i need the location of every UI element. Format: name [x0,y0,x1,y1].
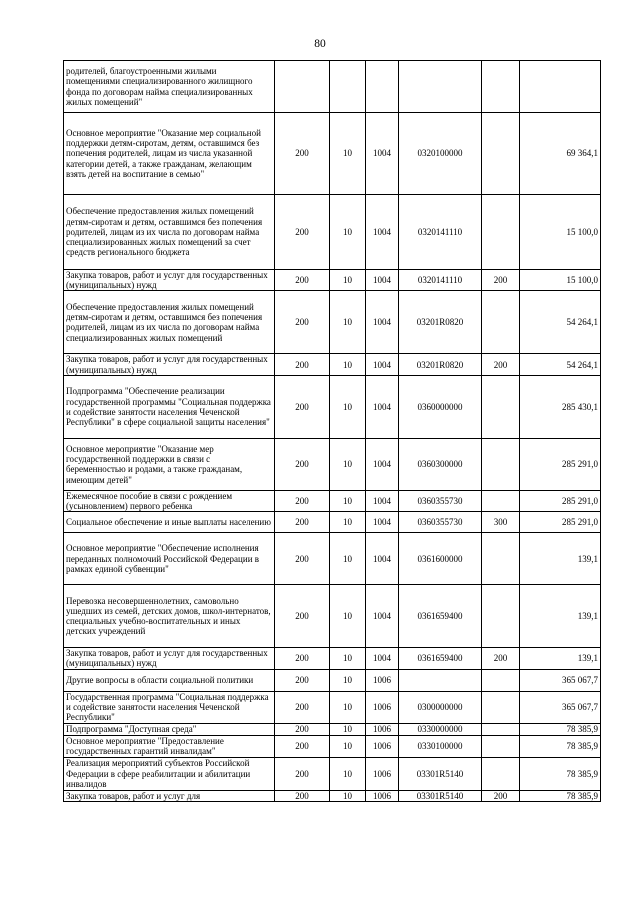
subsection-code: 1004 [366,113,399,195]
table-row [64,375,601,438]
target-article-code: 0320100000 [399,113,482,195]
amount: 285 291,0 [520,512,601,533]
subsection-code: 1004 [366,270,399,291]
expense-type-code [482,490,520,511]
department-code: 200 [275,757,330,790]
expense-type-code: 200 [482,648,520,669]
department-code: 200 [275,195,330,270]
target-article-code: 0361659400 [399,585,482,648]
expense-type-code [482,61,520,113]
section-code: 10 [330,723,366,735]
target-article-code: 0360000000 [399,375,482,438]
section-code: 10 [330,648,366,669]
amount: 78 385,9 [520,757,601,790]
table-row [64,757,601,790]
section-code: 10 [330,195,366,270]
subsection-code: 1004 [366,354,399,375]
amount: 365 067,7 [520,669,601,691]
section-code: 10 [330,354,366,375]
budget-table [63,60,601,802]
table-row [64,790,601,801]
amount: 78 385,9 [520,790,601,801]
amount [520,61,601,113]
target-article-code: 03201R0820 [399,291,482,354]
line-item-name: Социальное обеспечение и иные выплаты населению [64,512,275,533]
target-article-code: 0300000000 [399,691,482,723]
department-code: 200 [275,533,330,585]
section-code: 10 [330,490,366,511]
subsection-code: 1006 [366,757,399,790]
target-article-code: 0361659400 [399,648,482,669]
budget-table-body [64,61,601,802]
expense-type-code [482,723,520,735]
line-item-name: Закупка товаров, работ и услуг для государственных (муниципальных) нужд [64,270,275,291]
section-code [330,61,366,113]
department-code: 200 [275,691,330,723]
department-code: 200 [275,790,330,801]
expense-type-code: 200 [482,270,520,291]
target-article-code: 0361600000 [399,533,482,585]
section-code: 10 [330,691,366,723]
table-row [64,354,601,375]
subsection-code: 1004 [366,648,399,669]
department-code: 200 [275,113,330,195]
target-article-code: 0320141110 [399,270,482,291]
expense-type-code: 300 [482,512,520,533]
subsection-code: 1004 [366,438,399,490]
section-code: 10 [330,113,366,195]
subsection-code: 1006 [366,735,399,757]
table-row [64,533,601,585]
department-code: 200 [275,512,330,533]
target-article-code [399,61,482,113]
line-item-name: родителей, благоустроенными жилыми помещениями специализированного жилищного фонда по договорам найма специализированных жилых помещений" [64,61,275,113]
table-row [64,113,601,195]
amount: 78 385,9 [520,723,601,735]
subsection-code [366,61,399,113]
section-code: 10 [330,585,366,648]
target-article-code: 03201R0820 [399,354,482,375]
amount: 54 264,1 [520,291,601,354]
subsection-code: 1004 [366,512,399,533]
line-item-name: Основное мероприятие "Оказание мер государственной поддержки в связи с беременностью и родами, а также гражданам, имеющим детей" [64,438,275,490]
target-article-code: 0330000000 [399,723,482,735]
department-code: 200 [275,585,330,648]
line-item-name: Обеспечение предоставления жилых помещений детям-сиротам и детям, оставшимся без попечения родителей, лицам из их числа по договорам найма специализированных жилых помещений за счет средств регионального бюджета [64,195,275,270]
expense-type-code [482,533,520,585]
line-item-name: Основное мероприятие "Предоставление государственных гарантий инвалидам" [64,735,275,757]
department-code: 200 [275,291,330,354]
amount: 365 067,7 [520,691,601,723]
table-row [64,270,601,291]
expense-type-code [482,291,520,354]
subsection-code: 1004 [366,375,399,438]
department-code: 200 [275,723,330,735]
line-item-name: Государственная программа "Социальная поддержка и содействие занятости населения Чеченской Республики" [64,691,275,723]
line-item-name: Перевозка несовершеннолетних, самовольно ушедших из семей, детских домов, школ-интернатов, специальных учебно-воспитательных и иных детских учреждений [64,585,275,648]
line-item-name: Реализация мероприятий субъектов Российской Федерации в сфере реабилитации и абилитации инвалидов [64,757,275,790]
table-row [64,490,601,511]
department-code: 200 [275,490,330,511]
amount: 15 100,0 [520,195,601,270]
subsection-code: 1006 [366,723,399,735]
amount: 15 100,0 [520,270,601,291]
section-code: 10 [330,533,366,585]
amount: 69 364,1 [520,113,601,195]
section-code: 10 [330,669,366,691]
department-code: 200 [275,648,330,669]
line-item-name: Подпрограмма "Доступная среда" [64,723,275,735]
expense-type-code [482,113,520,195]
table-row [64,195,601,270]
target-article-code: 0360355730 [399,490,482,511]
amount: 139,1 [520,533,601,585]
line-item-name: Ежемесячное пособие в связи с рождением (усыновлением) первого ребенка [64,490,275,511]
target-article-code: 03301R5140 [399,790,482,801]
section-code: 10 [330,757,366,790]
line-item-name: Подпрограмма "Обеспечение реализации государственной программы "Социальная поддержка и содействие занятости населения Чеченской Республики" в сфере социальной защиты населения" [64,375,275,438]
subsection-code: 1006 [366,669,399,691]
section-code: 10 [330,438,366,490]
expense-type-code: 200 [482,790,520,801]
department-code: 200 [275,270,330,291]
expense-type-code [482,585,520,648]
line-item-name: Закупка товаров, работ и услуг для государственных (муниципальных) нужд [64,354,275,375]
subsection-code: 1004 [366,291,399,354]
table-row [64,291,601,354]
department-code: 200 [275,669,330,691]
section-code: 10 [330,790,366,801]
amount: 54 264,1 [520,354,601,375]
table-row [64,648,601,669]
expense-type-code [482,669,520,691]
subsection-code: 1004 [366,490,399,511]
subsection-code: 1004 [366,585,399,648]
department-code: 200 [275,438,330,490]
expense-type-code [482,735,520,757]
amount: 139,1 [520,585,601,648]
table-row [64,669,601,691]
expense-type-code [482,757,520,790]
department-code [275,61,330,113]
section-code: 10 [330,375,366,438]
line-item-name: Закупка товаров, работ и услуг для [64,790,275,801]
target-article-code: 0360300000 [399,438,482,490]
subsection-code: 1004 [366,533,399,585]
target-article-code: 03301R5140 [399,757,482,790]
table-row [64,585,601,648]
section-code: 10 [330,270,366,291]
target-article-code: 0360355730 [399,512,482,533]
line-item-name: Основное мероприятие "Обеспечение исполнения переданных полномочий Российской Федерации в рамках единой субвенции" [64,533,275,585]
department-code: 200 [275,375,330,438]
amount: 78 385,9 [520,735,601,757]
target-article-code: 0330100000 [399,735,482,757]
subsection-code: 1006 [366,691,399,723]
amount: 285 291,0 [520,490,601,511]
amount: 285 430,1 [520,375,601,438]
table-row [64,723,601,735]
expense-type-code: 200 [482,354,520,375]
department-code: 200 [275,735,330,757]
page-number: 80 [314,38,326,50]
expense-type-code [482,195,520,270]
expense-type-code [482,691,520,723]
section-code: 10 [330,512,366,533]
line-item-name: Основное мероприятие "Оказание мер социальной поддержки детям-сиротам, детям, оставшимся без попечения родителей, лицам из числа указанной категории детей, а также гражданам, желающим взять детей на воспитание в семью" [64,113,275,195]
amount: 139,1 [520,648,601,669]
subsection-code: 1006 [366,790,399,801]
expense-type-code [482,438,520,490]
target-article-code: 0320141110 [399,195,482,270]
table-row [64,61,601,113]
department-code: 200 [275,354,330,375]
section-code: 10 [330,291,366,354]
target-article-code [399,669,482,691]
subsection-code: 1004 [366,195,399,270]
table-row [64,438,601,490]
expense-type-code [482,375,520,438]
amount: 285 291,0 [520,438,601,490]
table-row [64,691,601,723]
table-row [64,735,601,757]
line-item-name: Другие вопросы в области социальной политики [64,669,275,691]
line-item-name: Обеспечение предоставления жилых помещений детям-сиротам и детям, оставшимся без попечения родителей, лицам из их числа по договорам найма специализированных жилых помещений [64,291,275,354]
section-code: 10 [330,735,366,757]
table-row [64,512,601,533]
line-item-name: Закупка товаров, работ и услуг для государственных (муниципальных) нужд [64,648,275,669]
